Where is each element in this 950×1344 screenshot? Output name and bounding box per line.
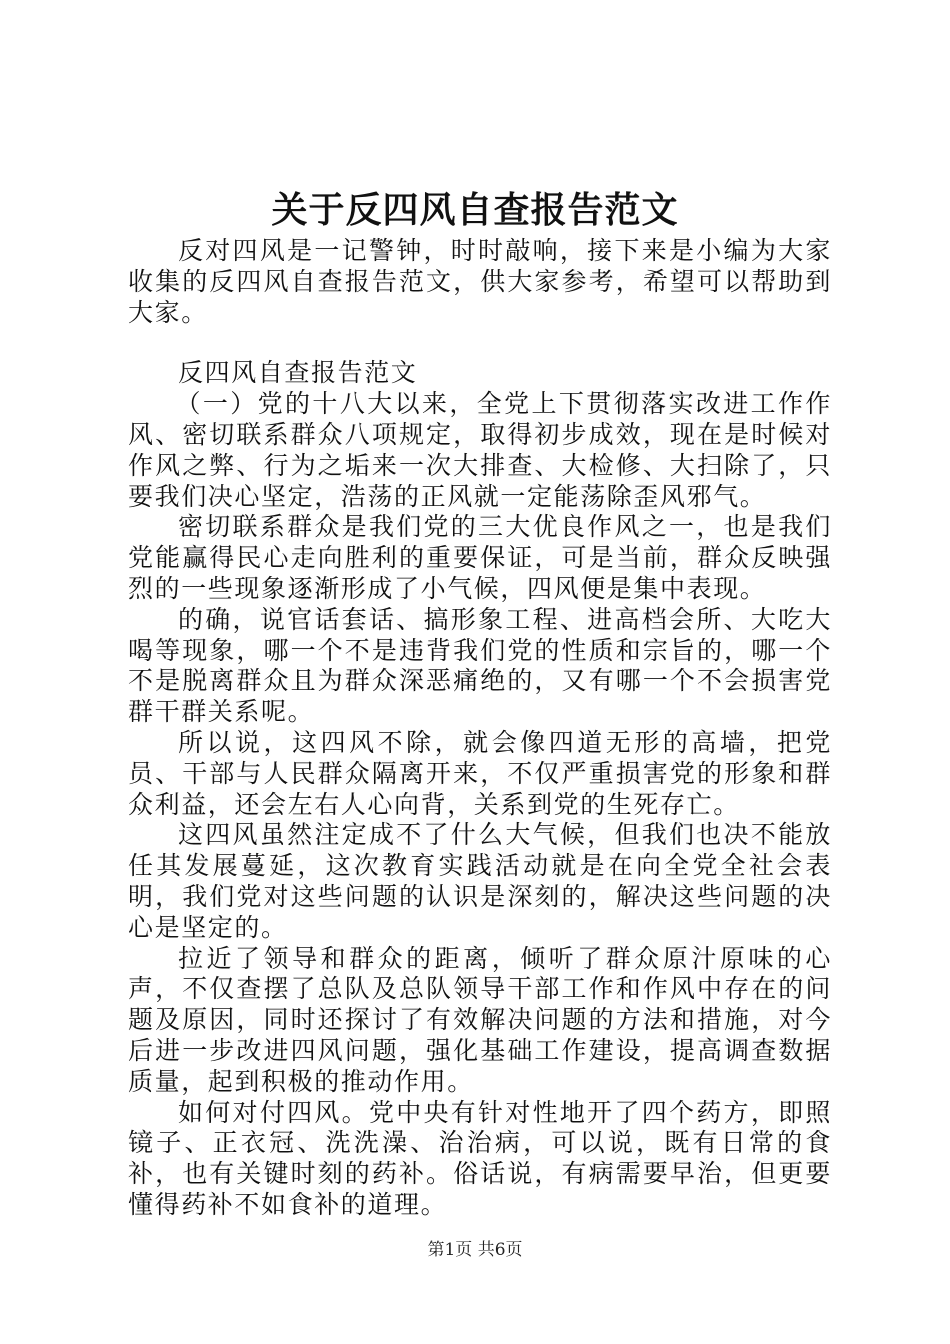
body-paragraph: 拉近了领导和群众的距离，倾听了群众原汁原味的心声，不仅查摆了总队及总队领导干部工作和作风中存在的问题及原因，同时还探讨了有效解决问题的方法和措施，对今后进一步改进四风问题，强化基础工作建设，提高调查数据质量，起到积极的推动作用。 xyxy=(128,943,832,1096)
document-title: 关于反四风自查报告范文 xyxy=(271,189,679,231)
body-paragraph: 的确，说官话套话、搞形象工程、进高档会所、大吃大喝等现象，哪一个不是违背我们党的性质和宗旨的，哪一个不是脱离群众且为群众深恶痛绝的，又有哪一个不会损害党群干群关系呢。 xyxy=(128,604,832,727)
body-paragraph: 密切联系群众是我们党的三大优良作风之一，也是我们党能赢得民心走向胜利的重要保证，可是当前，群众反映强烈的一些现象逐渐形成了小气候，四风便是集中表现。 xyxy=(128,512,832,603)
intro-paragraph: 反对四风是一记警钟，时时敲响，接下来是小编为大家收集的反四风自查报告范文，供大家参考，希望可以帮助到大家。 xyxy=(128,236,832,327)
document-body xyxy=(128,236,832,1221)
body-paragraph: （一）党的十八大以来，全党上下贯彻落实改进工作作风、密切联系群众八项规定，取得初步成效，现在是时候对作风之弊、行为之垢来一次大排查、大检修、大扫除了，只要我们决心坚定，浩荡的正风就一定能荡除歪风邪气。 xyxy=(128,389,832,511)
page-footer: 第1页 共6页 xyxy=(427,1240,523,1260)
section-subheading: 反四风自查报告范文 xyxy=(178,358,418,388)
body-paragraph: 如何对付四风。党中央有针对性地开了四个药方，即照镜子、正衣冠、洗洗澡、治治病，可以说，既有日常的食补，也有关键时刻的药补。俗话说，有病需要早治，但更要懂得药补不如食补的道理。 xyxy=(128,1097,832,1219)
body-paragraph: 所以说，这四风不除，就会像四道无形的高墙，把党员、干部与人民群众隔离开来，不仅严重损害党的形象和群众利益，还会左右人心向背，关系到党的生死存亡。 xyxy=(128,727,832,819)
body-paragraph: 这四风虽然注定成不了什么大气候，但我们也决不能放任其发展蔓延，这次教育实践活动就是在向全党全社会表明，我们党对这些问题的认识是深刻的，解决这些问题的决心是坚定的。 xyxy=(128,820,832,942)
